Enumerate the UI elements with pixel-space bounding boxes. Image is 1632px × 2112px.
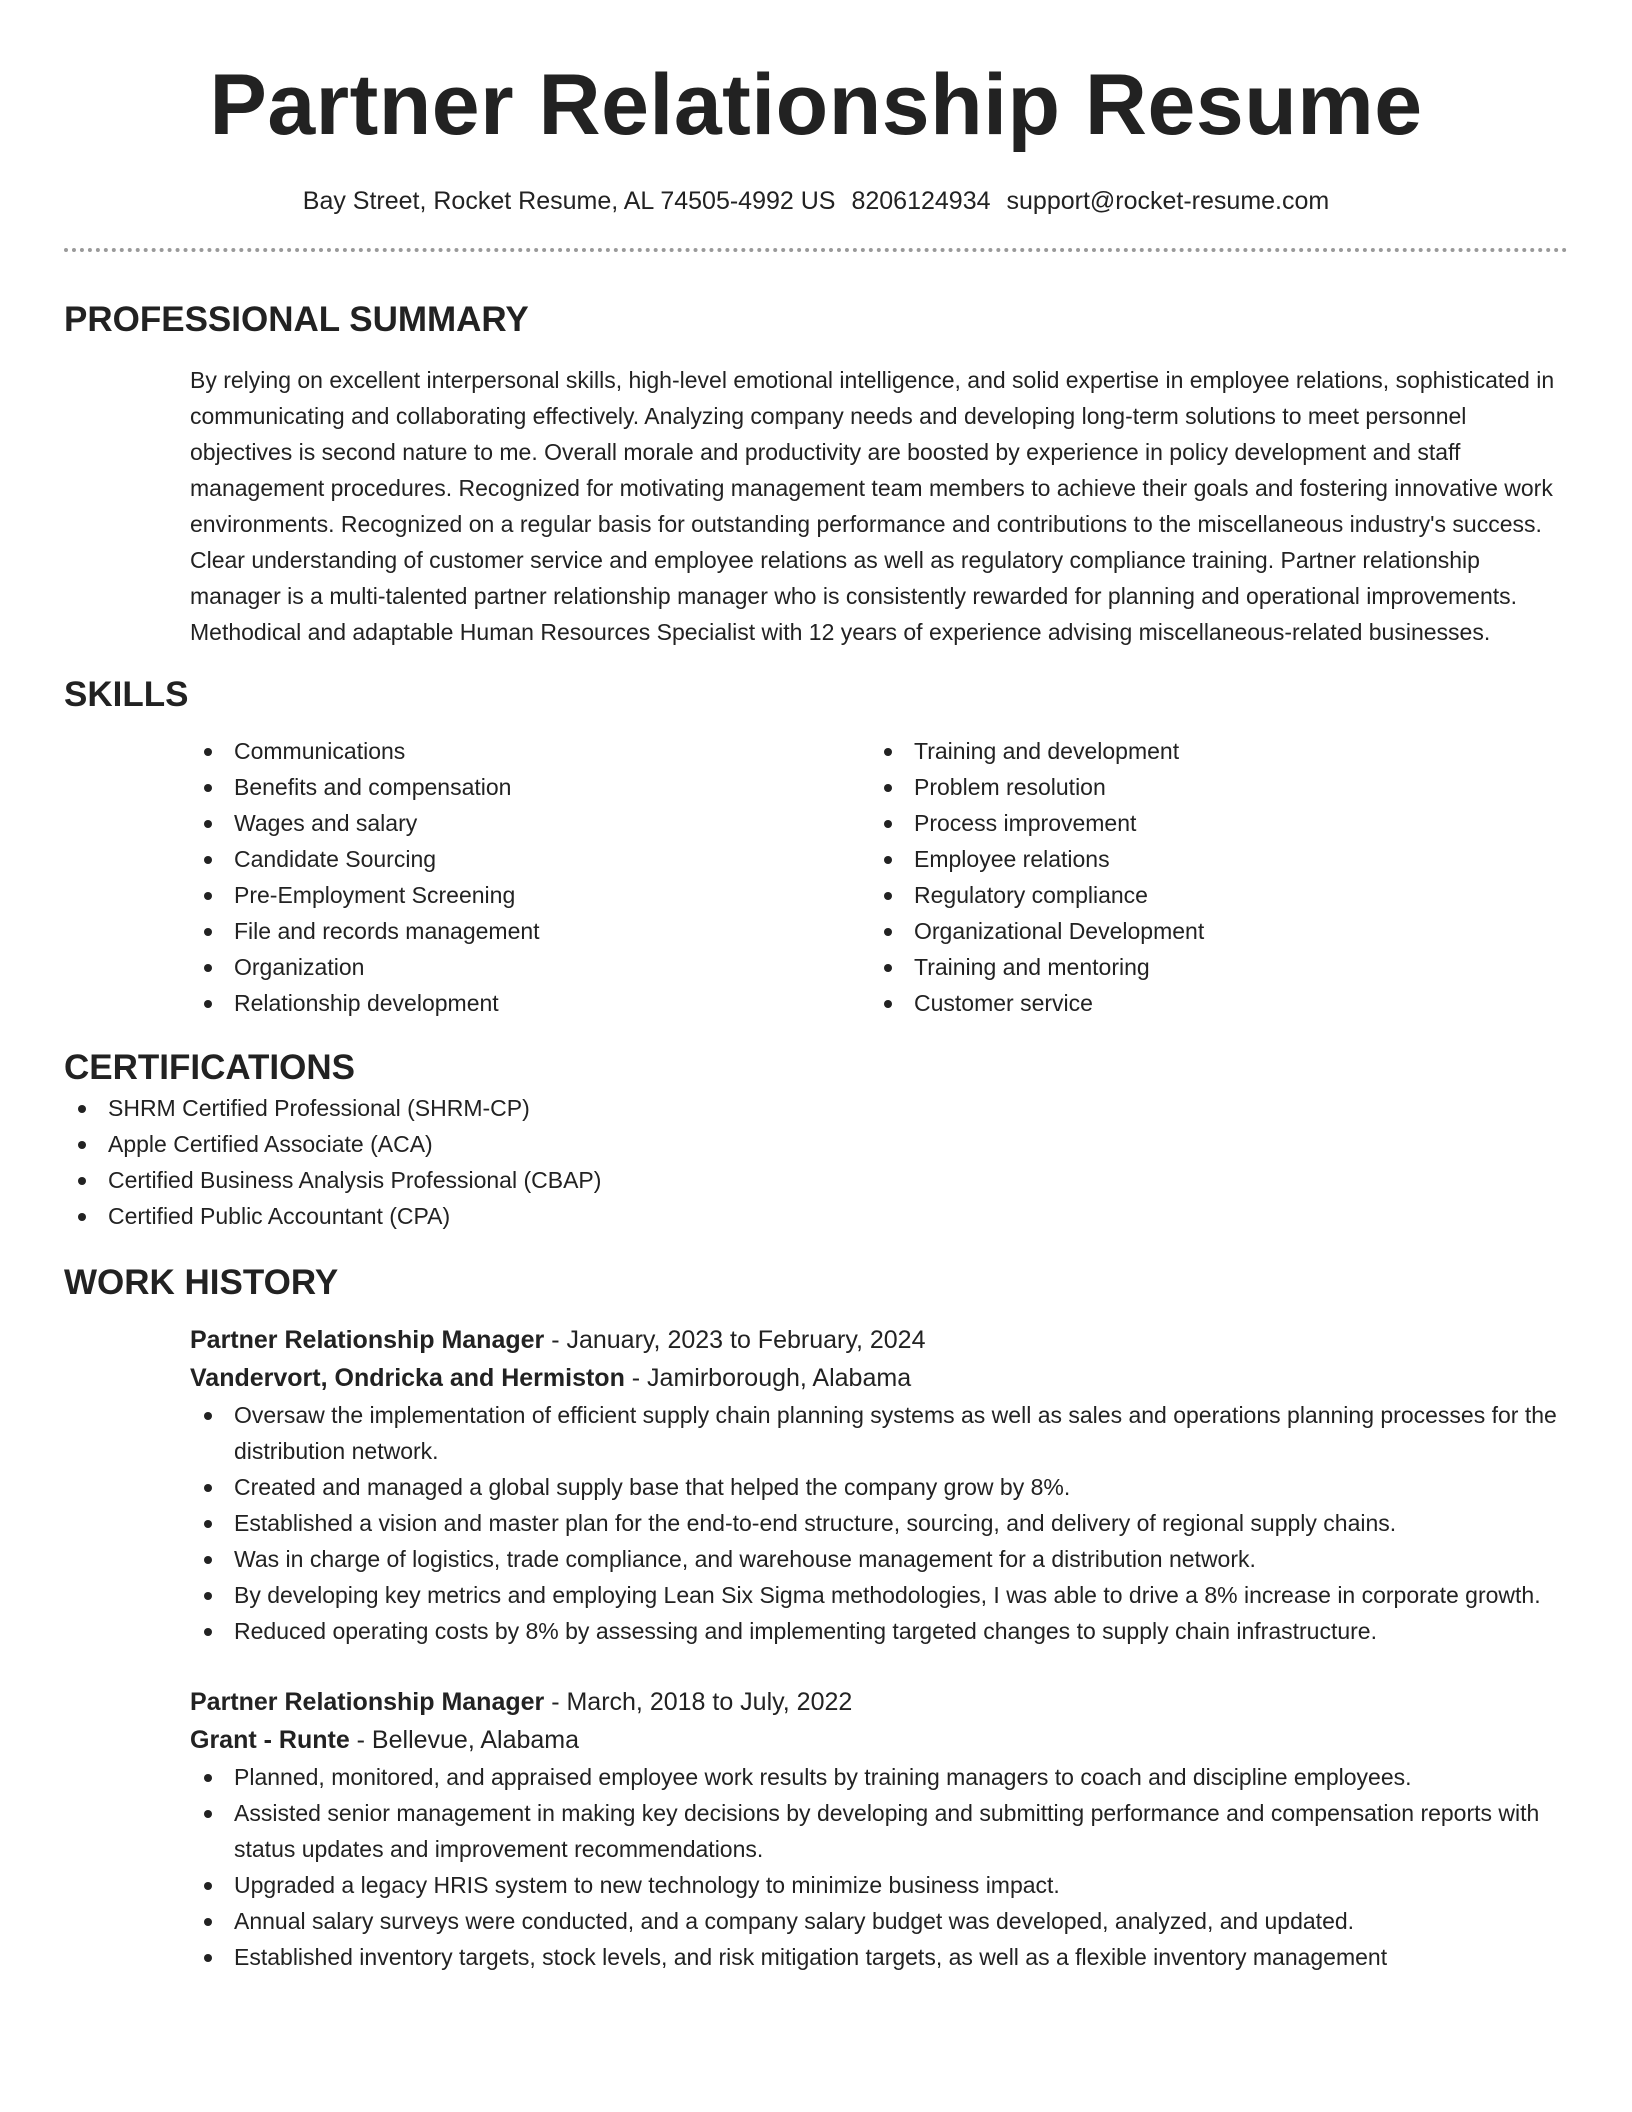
skills-list [190,733,1568,1021]
job-duty: By developing key metrics and employing Lean Six Sigma methodologies, I was able to drive a 8% increase in corporate growth. [190,1577,1568,1613]
summary-heading: PROFESSIONAL SUMMARY [64,300,529,339]
summary-text: By relying on excellent interpersonal skills, high-level emotional intelligence, and solid expertise in employee relations, sophisticated in communicating and collaborating effectively. Analyzing company needs and developing long-term solutions to meet personnel objectives is second nature to me. Overall morale and productivity are boosted by experience in policy development and staff management procedures. Recognized for motivating management team members to achieve their goals and fostering innovative work environments. Recognized on a regular basis for outstanding performance and contributions to the miscellaneous industry's success. Clear understanding of customer service and employee relations as well as regulatory compliance training. Partner relationship manager is a multi-talented partner relationship manager who is consistently rewarded for planning and operational improvements. Methodical and adaptable Human Resources Specialist with 12 years of experience advising miscellaneous-related businesses. [190,367,1555,645]
skill-item: Training and development [870,733,1550,769]
job-duty: Established a vision and master plan for the end-to-end structure, sourcing, and delivery of regional supply chains. [190,1505,1568,1541]
skills-column-right [870,733,1550,1021]
skill-item: Problem resolution [870,769,1550,805]
job-dates: - March, 2018 to July, 2022 [544,1688,853,1716]
certification-item: Certified Business Analysis Professional (CBAP) [64,1162,1568,1198]
job-duty: Was in charge of logistics, trade compliance, and warehouse management for a distribution network. [190,1541,1568,1577]
job-title-line [190,1683,1568,1721]
contact-phone: 8206124934 [851,187,991,215]
job-title-line [190,1321,1568,1359]
skill-item: File and records management [190,913,870,949]
skill-item: Communications [190,733,870,769]
job-title: Partner Relationship Manager [190,1326,545,1354]
job-duty: Established inventory targets, stock levels, and risk mitigation targets, as well as a flexible inventory management [190,1939,1568,1975]
skill-item: Employee relations [870,841,1550,877]
job-duty: Planned, monitored, and appraised employee work results by training managers to coach and discipline employees. [190,1759,1568,1795]
job-duty: Upgraded a legacy HRIS system to new technology to minimize business impact. [190,1867,1568,1903]
certifications-list [64,1090,1568,1234]
skill-item: Customer service [870,985,1550,1021]
skills-heading: SKILLS [64,675,189,714]
skill-item: Regulatory compliance [870,877,1550,913]
job-duty: Assisted senior management in making key decisions by developing and submitting performance and compensation reports with status updates and improvement recommendations. [190,1795,1568,1867]
job-company-line [190,1359,1568,1397]
skill-item: Process improvement [870,805,1550,841]
skill-item: Training and mentoring [870,949,1550,985]
certifications-heading: CERTIFICATIONS [64,1048,356,1087]
job-entry [190,1683,1568,1975]
job-duty: Reduced operating costs by 8% by assessing and implementing targeted changes to supply chain infrastructure. [190,1613,1568,1649]
contact-info [64,184,1568,218]
contact-address: Bay Street, Rocket Resume, AL 74505-4992 US [302,187,836,215]
job-duties-list [190,1759,1568,1975]
certification-item: Apple Certified Associate (ACA) [64,1126,1568,1162]
skill-item: Organizational Development [870,913,1550,949]
job-duties-list [190,1397,1568,1649]
job-duty: Oversaw the implementation of efficient supply chain planning systems as well as sales and operations planning processes for the distribution network. [190,1397,1568,1469]
job-title: Partner Relationship Manager [190,1688,545,1716]
contact-email: support@rocket-resume.com [1006,187,1330,215]
job-company: Vandervort, Ondricka and Hermiston [190,1364,625,1392]
job-duty: Created and managed a global supply base that helped the company grow by 8%. [190,1469,1568,1505]
job-company: Grant - Runte [190,1726,350,1754]
job-entry [190,1321,1568,1649]
job-duty: Annual salary surveys were conducted, and a company salary budget was developed, analyzed, and updated. [190,1903,1568,1939]
certification-item: Certified Public Accountant (CPA) [64,1198,1568,1234]
skill-item: Pre-Employment Screening [190,877,870,913]
resume-page [64,0,1568,1975]
skill-item: Relationship development [190,985,870,1021]
job-location: - Jamirborough, Alabama [624,1364,912,1392]
skill-item: Candidate Sourcing [190,841,870,877]
skill-item: Wages and salary [190,805,870,841]
header-divider [64,248,1568,252]
skills-column-left [190,733,870,1021]
job-location: - Bellevue, Alabama [349,1726,580,1754]
job-company-line [190,1721,1568,1759]
job-dates: - January, 2023 to February, 2024 [544,1326,926,1354]
skill-item: Benefits and compensation [190,769,870,805]
work-history-heading: WORK HISTORY [64,1263,339,1302]
skill-item: Organization [190,949,870,985]
certification-item: SHRM Certified Professional (SHRM-CP) [64,1090,1568,1126]
resume-title: Partner Relationship Resume [209,57,1423,153]
